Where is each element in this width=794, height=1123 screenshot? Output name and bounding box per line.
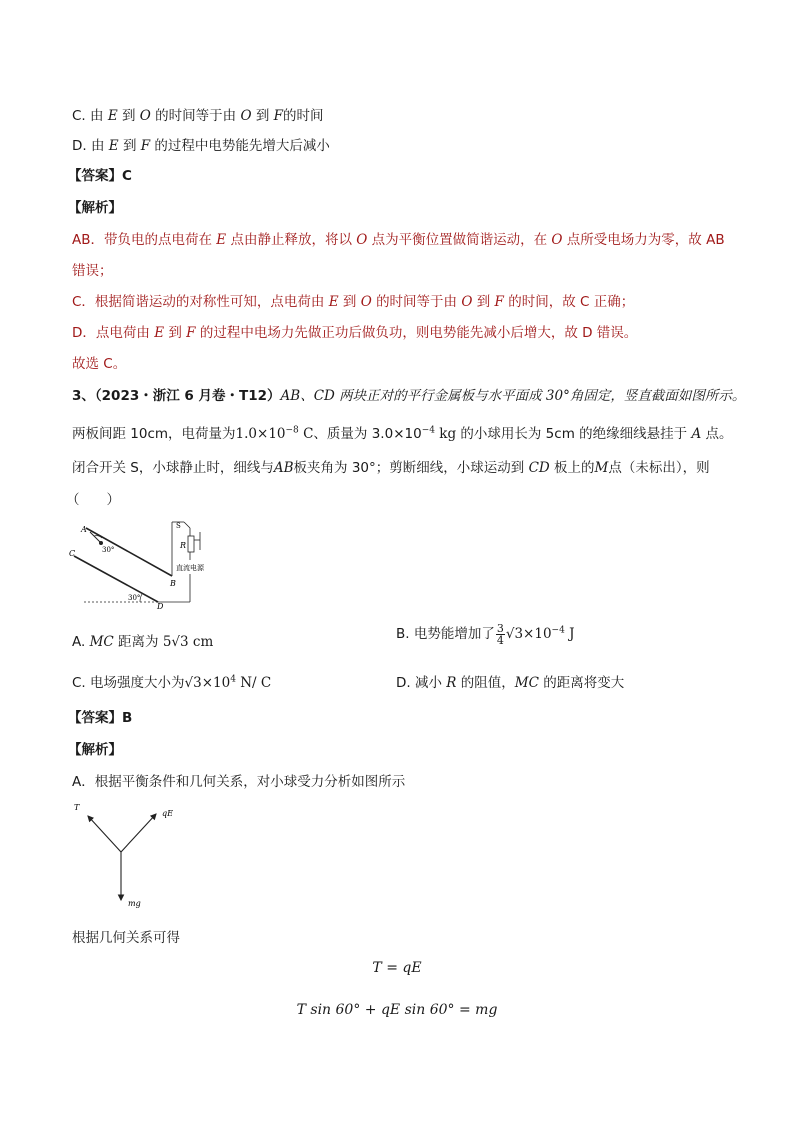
analysis-d-line: D．点电荷由 E 到 F 的过程中电场力先做正功后做负功，则电势能先减小后增大，故 D 错误。 [72,325,638,341]
analysis-label-2: 【解析】 [68,742,122,758]
analysis-a-line: A．根据平衡条件和几何关系，对小球受力分析如图所示 [72,774,406,790]
electric-force-arrow [121,814,156,852]
resistor-r [188,536,194,552]
question-3-line1: 3、（2023・浙江 6 月卷・T12）AB、CD 两块正对的平行金属板与水平面成 30°角固定，竖直截面如图所示。 [72,388,746,404]
answer-2: 【答案】B [68,710,133,726]
label-qe: qE [162,809,173,818]
analysis-ab-line2: 错误； [72,263,113,279]
label-a: A [81,525,87,534]
analysis-c-line: C．根据简谐运动的对称性可知，点电荷由 E 到 O 的时间等于由 O 到 F 的时间，故 C 正确； [72,294,635,310]
option-d-prev: D. 由 E 到 F 的过程中电势能先增大后减小 [72,138,330,154]
label-s: S [176,522,181,530]
label-power: 直流电源 [176,564,204,572]
question-3-line3: 闭合开关 S，小球静止时，细线与AB板夹角为 30°；剪断细线，小球运动到 CD 板上的M点（未标出），则 [72,460,710,476]
analysis-ab-line: AB．带负电的点电荷在 E 点由静止释放，将以 O 点为平衡位置做简谐运动，在 O 点所受电场力为零，故 AB [72,232,725,248]
ball [99,541,103,545]
tension-arrow [88,816,121,852]
plates-circuit-figure [66,518,226,610]
label-t: T [74,803,80,812]
label-c: C [69,549,76,558]
answer-bracket: （ ） [66,492,120,508]
label-mg: mg [128,899,141,908]
plate-cd [74,556,158,602]
option-c: C. 电场强度大小为$√3\times 10^4$ N/ C [72,674,272,691]
label-angle-2: 30° [128,594,141,602]
switch-s [184,522,190,528]
option-a: A. MC 距离为 5√3 cm [72,634,214,650]
label-b: B [170,579,176,588]
force-diagram [70,800,190,912]
label-d: D [157,602,164,610]
geometry-line: 根据几何关系可得 [72,930,180,946]
equation-2: T sin 60° + qE sin 60° = mg [296,1002,498,1018]
label-angle-1: 30° [102,546,115,554]
question-3-line2: 两板间距 10cm，电荷量为$1.0\times 10^{-8}$ C、质量为 $3.0\times 10^{-4}$ kg 的小球用长为 5cm 的绝缘细线悬挂于 A 点。 [72,425,733,442]
analysis-label-1: 【解析】 [68,200,122,216]
option-d: D. 减小 R 的阻值，MC 的距离将变大 [396,675,625,691]
label-r: R [180,541,187,550]
answer-1: 【答案】C [68,168,132,184]
option-c-prev: C. 由 E 到 O 的时间等于由 O 到 F的时间 [72,108,324,124]
equation-1: T = qE [372,960,422,976]
option-b: B. 电势能增加了 $\frac{3}{4}$ $√3\times 10^{-4}$ J [396,621,575,647]
conclusion-1: 故选 C。 [72,356,127,372]
